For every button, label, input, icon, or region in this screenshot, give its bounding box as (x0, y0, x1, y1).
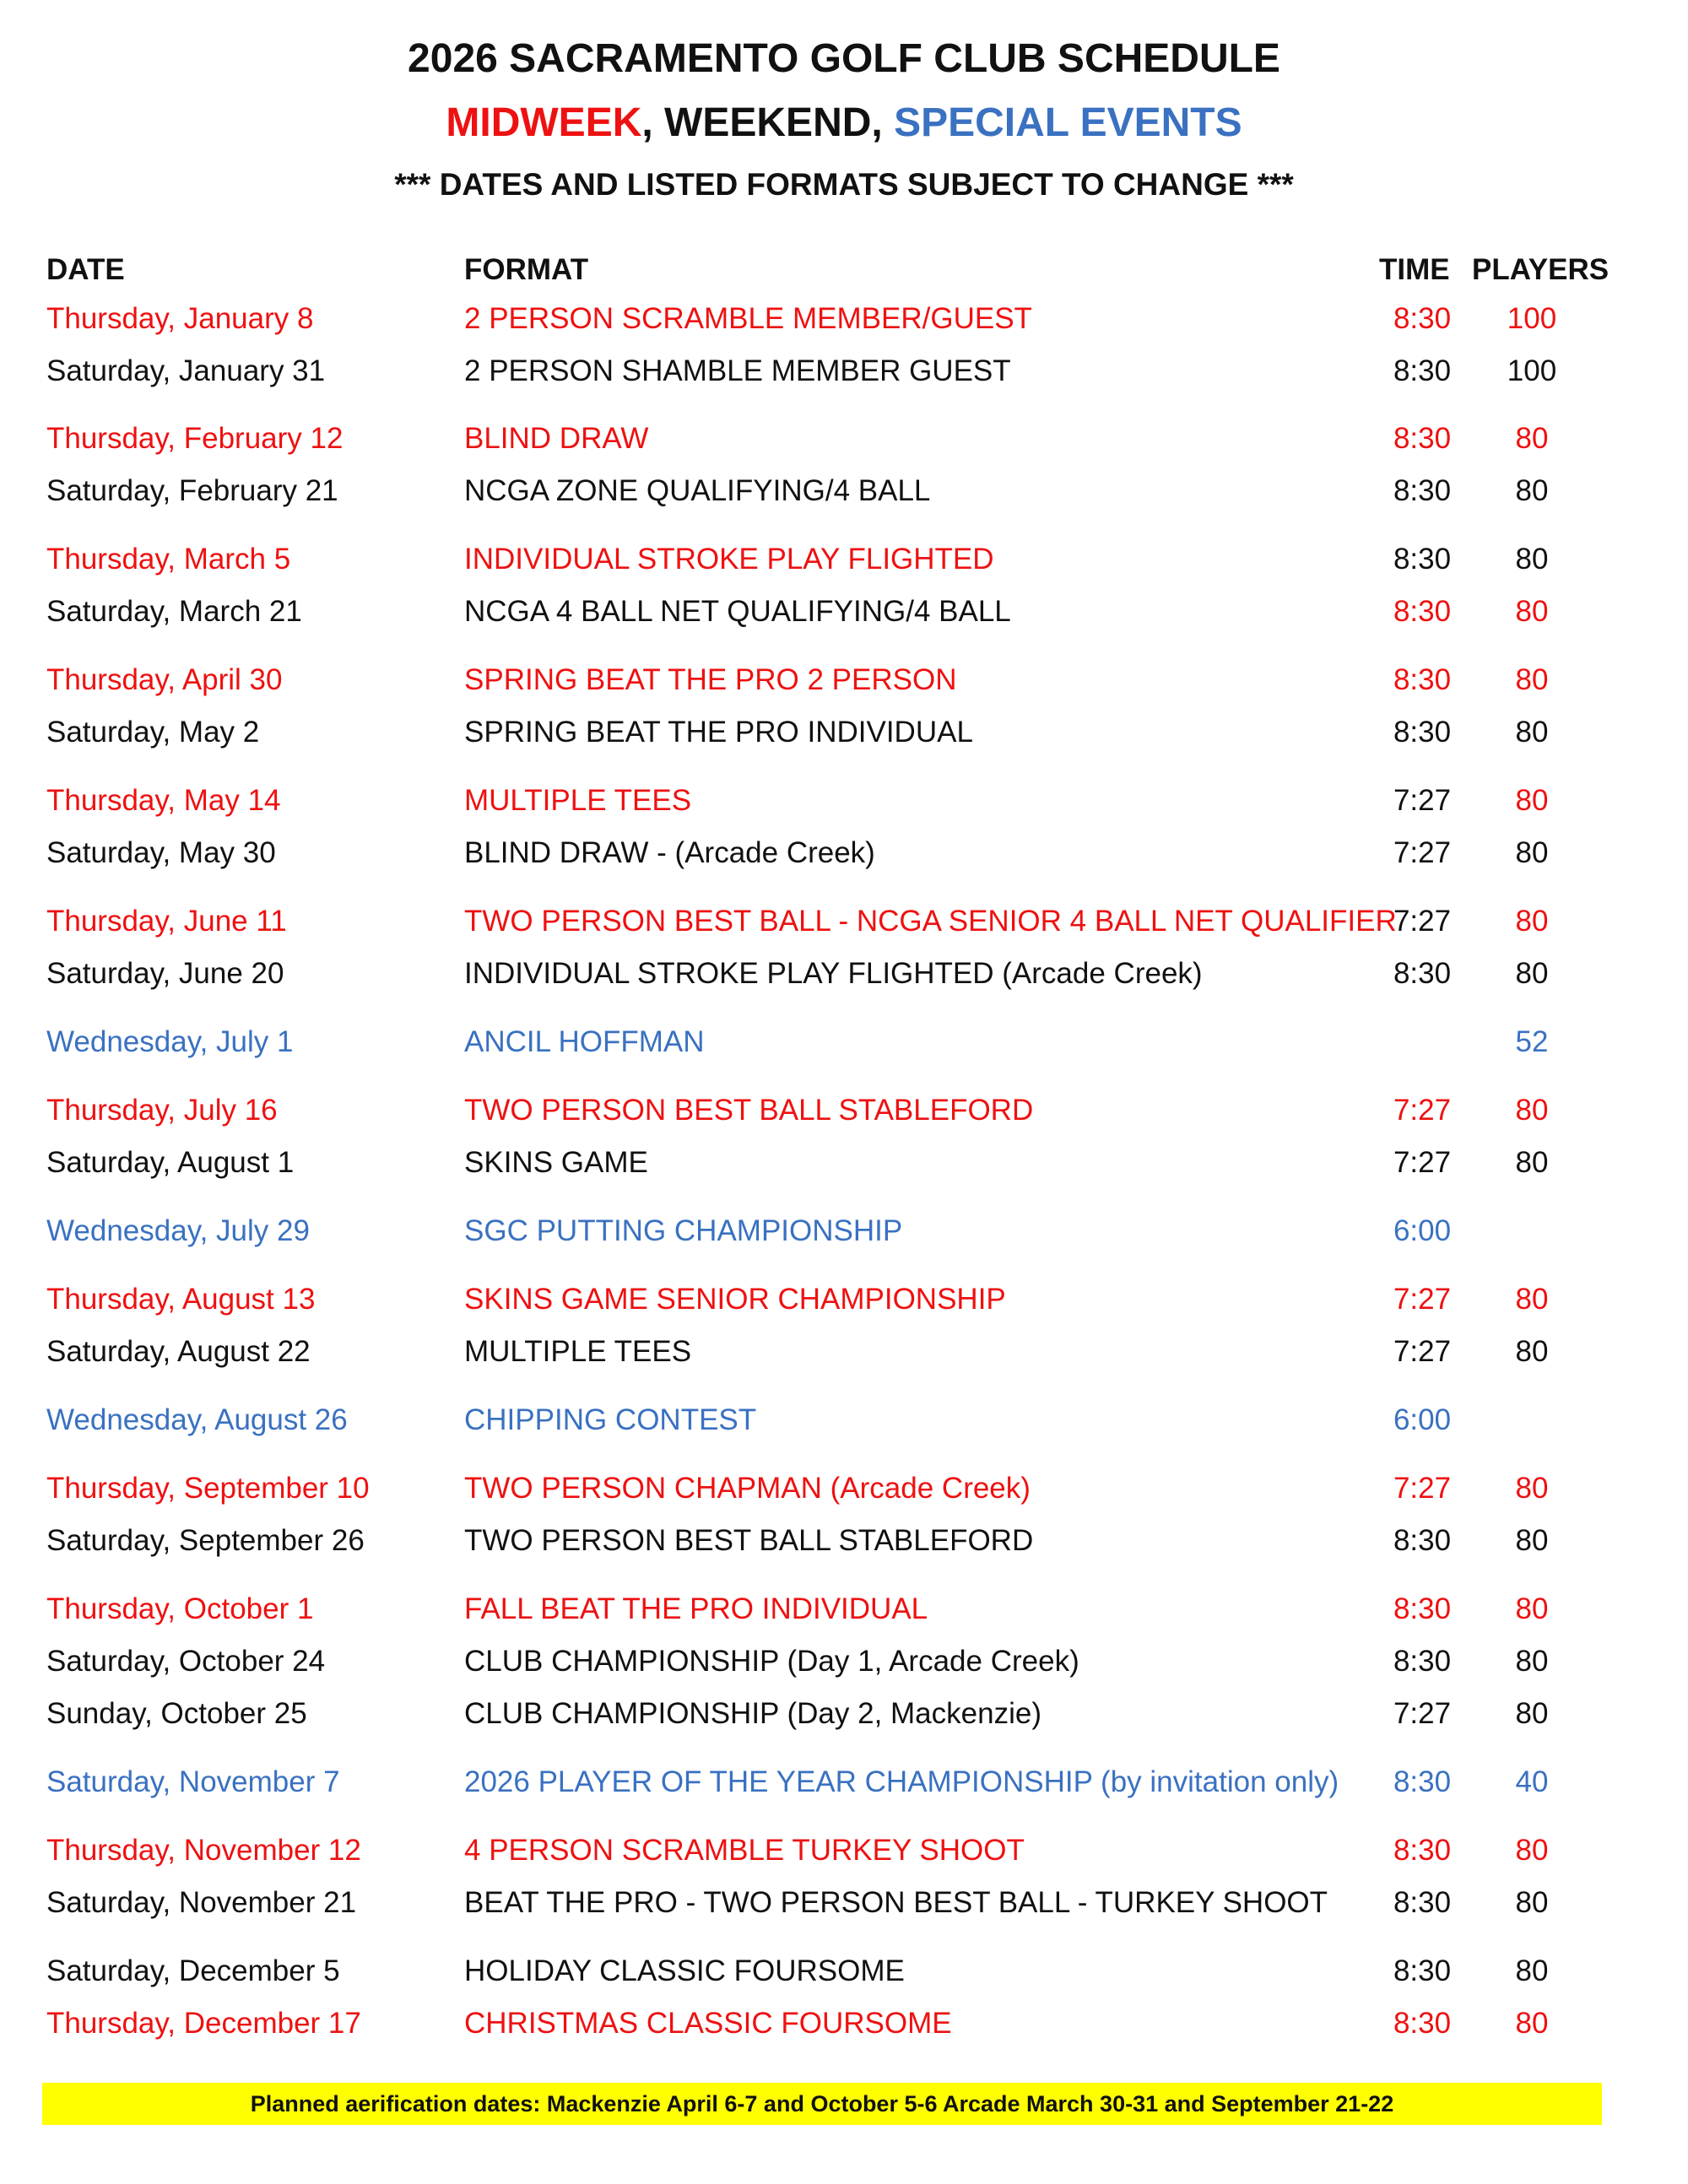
row-date: Thursday, September 10 (46, 1472, 370, 1505)
row-players: 80 (1515, 1592, 1549, 1625)
column-header-players: PLAYERS (1472, 253, 1610, 286)
table-row (0, 1761, 1688, 1803)
change-notice: *** DATES AND LISTED FORMATS SUBJECT TO CHANGE *** (394, 167, 1294, 202)
row-players: 80 (1515, 1645, 1549, 1678)
row-players: 80 (1515, 905, 1549, 938)
row-time: 8:30 (1393, 543, 1452, 576)
column-header-time: TIME (1379, 253, 1450, 286)
row-time: 8:30 (1393, 354, 1452, 387)
row-format: 2 PERSON SHAMBLE MEMBER GUEST (464, 354, 1011, 387)
row-date: Thursday, June 11 (46, 905, 287, 938)
table-row (0, 591, 1688, 633)
page-title: 2026 SACRAMENTO GOLF CLUB SCHEDULE (408, 36, 1280, 81)
row-date: Saturday, September 26 (46, 1524, 365, 1557)
row-format: CLUB CHAMPIONSHIP (Day 1, Arcade Creek) (464, 1645, 1079, 1678)
table-row (0, 1520, 1688, 1562)
table-row (0, 1641, 1688, 1683)
table-row (0, 298, 1688, 340)
row-time: 7:27 (1393, 1146, 1452, 1179)
table-row (0, 1142, 1688, 1184)
row-time: 7:27 (1393, 836, 1452, 869)
row-date: Thursday, August 13 (46, 1283, 316, 1316)
row-format: CHIPPING CONTEST (464, 1403, 757, 1436)
row-time: 7:27 (1393, 1283, 1452, 1316)
row-format: TWO PERSON BEST BALL STABLEFORD (464, 1094, 1034, 1127)
row-time: 8:30 (1393, 957, 1452, 990)
row-format: NCGA ZONE QUALIFYING/4 BALL (464, 474, 931, 507)
row-format: 2 PERSON SCRAMBLE MEMBER/GUEST (464, 302, 1032, 335)
table-row (0, 1089, 1688, 1132)
row-format: TWO PERSON CHAPMAN (Arcade Creek) (464, 1472, 1031, 1505)
row-format: ANCIL HOFFMAN (464, 1025, 705, 1058)
row-format: INDIVIDUAL STROKE PLAY FLIGHTED (464, 543, 994, 576)
row-time: 7:27 (1393, 1472, 1452, 1505)
table-row (0, 1950, 1688, 1992)
row-players: 80 (1515, 836, 1549, 869)
table-row (0, 350, 1688, 392)
table-row (0, 780, 1688, 822)
subtitle-weekend: WEEKEND, (664, 100, 895, 145)
row-players: 80 (1515, 1697, 1549, 1730)
row-date: Thursday, May 14 (46, 784, 281, 817)
table-row (0, 1021, 1688, 1063)
row-time: 7:27 (1393, 1335, 1452, 1368)
row-time: 8:30 (1393, 595, 1452, 628)
row-date: Wednesday, August 26 (46, 1403, 348, 1436)
row-players: 80 (1515, 1335, 1549, 1368)
column-header-format: FORMAT (464, 253, 589, 286)
row-players: 80 (1515, 1472, 1549, 1505)
row-format: TWO PERSON BEST BALL STABLEFORD (464, 1524, 1034, 1557)
row-format: 2026 PLAYER OF THE YEAR CHAMPIONSHIP (by invitation only) (464, 1765, 1339, 1798)
row-date: Thursday, December 17 (46, 2007, 361, 2040)
row-players: 100 (1507, 302, 1557, 335)
row-players: 80 (1515, 543, 1549, 576)
row-time: 8:30 (1393, 474, 1452, 507)
row-date: Saturday, June 20 (46, 957, 284, 990)
row-format: CHRISTMAS CLASSIC FOURSOME (464, 2007, 952, 2040)
row-time: 8:30 (1393, 302, 1452, 335)
row-time: 8:30 (1393, 1954, 1452, 1987)
table-row (0, 711, 1688, 754)
row-players: 52 (1515, 1025, 1549, 1058)
row-format: SGC PUTTING CHAMPIONSHIP (464, 1214, 903, 1247)
row-time: 8:30 (1393, 1524, 1452, 1557)
row-time: 8:30 (1393, 1886, 1452, 1919)
row-players: 80 (1515, 1954, 1549, 1987)
row-time: 7:27 (1393, 905, 1452, 938)
table-row (0, 1279, 1688, 1321)
row-time: 6:00 (1393, 1214, 1452, 1247)
row-time: 8:30 (1393, 716, 1452, 749)
row-time: 7:27 (1393, 784, 1452, 817)
subtitle-separator: , (641, 100, 665, 145)
row-time: 8:30 (1393, 1645, 1452, 1678)
row-date: Thursday, November 12 (46, 1834, 361, 1867)
row-players: 80 (1515, 2007, 1549, 2040)
row-format: BLIND DRAW (464, 422, 649, 455)
row-date: Saturday, January 31 (46, 354, 326, 387)
row-players: 100 (1507, 354, 1557, 387)
row-players: 80 (1515, 1146, 1549, 1179)
subtitle-special-events: SPECIAL EVENTS (894, 100, 1242, 145)
aerification-banner: Planned aerification dates: Mackenzie April 6-7 and October 5-6 Arcade March 30-31 and September 21-22 (42, 2083, 1602, 2125)
row-time: 8:30 (1393, 422, 1452, 455)
table-row (0, 1830, 1688, 1872)
row-date: Saturday, November 7 (46, 1765, 340, 1798)
table-row (0, 470, 1688, 512)
table-row (0, 418, 1688, 460)
table-row (0, 538, 1688, 581)
page-subtitle (0, 98, 1688, 149)
row-players: 80 (1515, 1283, 1549, 1316)
column-header-date: DATE (46, 253, 125, 286)
row-players: 80 (1515, 957, 1549, 990)
row-format: SKINS GAME (464, 1146, 648, 1179)
table-row (0, 1468, 1688, 1510)
row-format: 4 PERSON SCRAMBLE TURKEY SHOOT (464, 1834, 1025, 1867)
row-date: Saturday, November 21 (46, 1886, 357, 1919)
row-format: HOLIDAY CLASSIC FOURSOME (464, 1954, 905, 1987)
table-row (0, 1693, 1688, 1735)
row-players: 80 (1515, 1094, 1549, 1127)
row-players: 80 (1515, 663, 1549, 696)
row-date: Saturday, March 21 (46, 595, 302, 628)
table-row (0, 1399, 1688, 1441)
row-date: Thursday, January 8 (46, 302, 314, 335)
row-date: Wednesday, July 29 (46, 1214, 310, 1247)
table-row (0, 900, 1688, 943)
row-format: BEAT THE PRO - TWO PERSON BEST BALL - TURKEY SHOOT (464, 1886, 1328, 1919)
row-format: TWO PERSON BEST BALL - NCGA SENIOR 4 BALL NET QUALIFIER (464, 905, 1397, 938)
row-players: 80 (1515, 1524, 1549, 1557)
subtitle-midweek: MIDWEEK (446, 100, 642, 145)
table-row (0, 1588, 1688, 1630)
table-row (0, 2003, 1688, 2045)
row-time: 8:30 (1393, 1592, 1452, 1625)
table-row (0, 832, 1688, 874)
row-date: Thursday, April 30 (46, 663, 283, 696)
row-date: Thursday, March 5 (46, 543, 291, 576)
row-date: Sunday, October 25 (46, 1697, 307, 1730)
row-date: Saturday, August 1 (46, 1146, 295, 1179)
row-format: INDIVIDUAL STROKE PLAY FLIGHTED (Arcade Creek) (464, 957, 1203, 990)
row-players: 40 (1515, 1765, 1549, 1798)
table-row (0, 659, 1688, 701)
row-time: 8:30 (1393, 1834, 1452, 1867)
row-players: 80 (1515, 422, 1549, 455)
row-date: Saturday, December 5 (46, 1954, 340, 1987)
row-format: SPRING BEAT THE PRO INDIVIDUAL (464, 716, 973, 749)
table-row (0, 1882, 1688, 1924)
row-date: Thursday, July 16 (46, 1094, 278, 1127)
table-row (0, 1331, 1688, 1373)
row-format: SKINS GAME SENIOR CHAMPIONSHIP (464, 1283, 1006, 1316)
row-format: BLIND DRAW - (Arcade Creek) (464, 836, 875, 869)
row-players: 80 (1515, 716, 1549, 749)
row-date: Saturday, August 22 (46, 1335, 311, 1368)
row-time: 8:30 (1393, 663, 1452, 696)
row-time: 7:27 (1393, 1697, 1452, 1730)
row-date: Saturday, October 24 (46, 1645, 326, 1678)
row-date: Thursday, February 12 (46, 422, 344, 455)
row-format: MULTIPLE TEES (464, 1335, 692, 1368)
row-players: 80 (1515, 474, 1549, 507)
row-players: 80 (1515, 784, 1549, 817)
table-row (0, 1210, 1688, 1252)
row-format: CLUB CHAMPIONSHIP (Day 2, Mackenzie) (464, 1697, 1041, 1730)
row-format: FALL BEAT THE PRO INDIVIDUAL (464, 1592, 928, 1625)
row-time: 6:00 (1393, 1403, 1452, 1436)
row-date: Saturday, February 21 (46, 474, 338, 507)
row-players: 80 (1515, 1886, 1549, 1919)
row-date: Thursday, October 1 (46, 1592, 314, 1625)
row-players: 80 (1515, 595, 1549, 628)
row-players: 80 (1515, 1834, 1549, 1867)
row-format: SPRING BEAT THE PRO 2 PERSON (464, 663, 957, 696)
table-row (0, 953, 1688, 995)
row-format: NCGA 4 BALL NET QUALIFYING/4 BALL (464, 595, 1011, 628)
row-time: 7:27 (1393, 1094, 1452, 1127)
row-time: 8:30 (1393, 1765, 1452, 1798)
row-time: 8:30 (1393, 2007, 1452, 2040)
row-date: Saturday, May 2 (46, 716, 260, 749)
row-date: Saturday, May 30 (46, 836, 276, 869)
row-format: MULTIPLE TEES (464, 784, 692, 817)
row-date: Wednesday, July 1 (46, 1025, 294, 1058)
